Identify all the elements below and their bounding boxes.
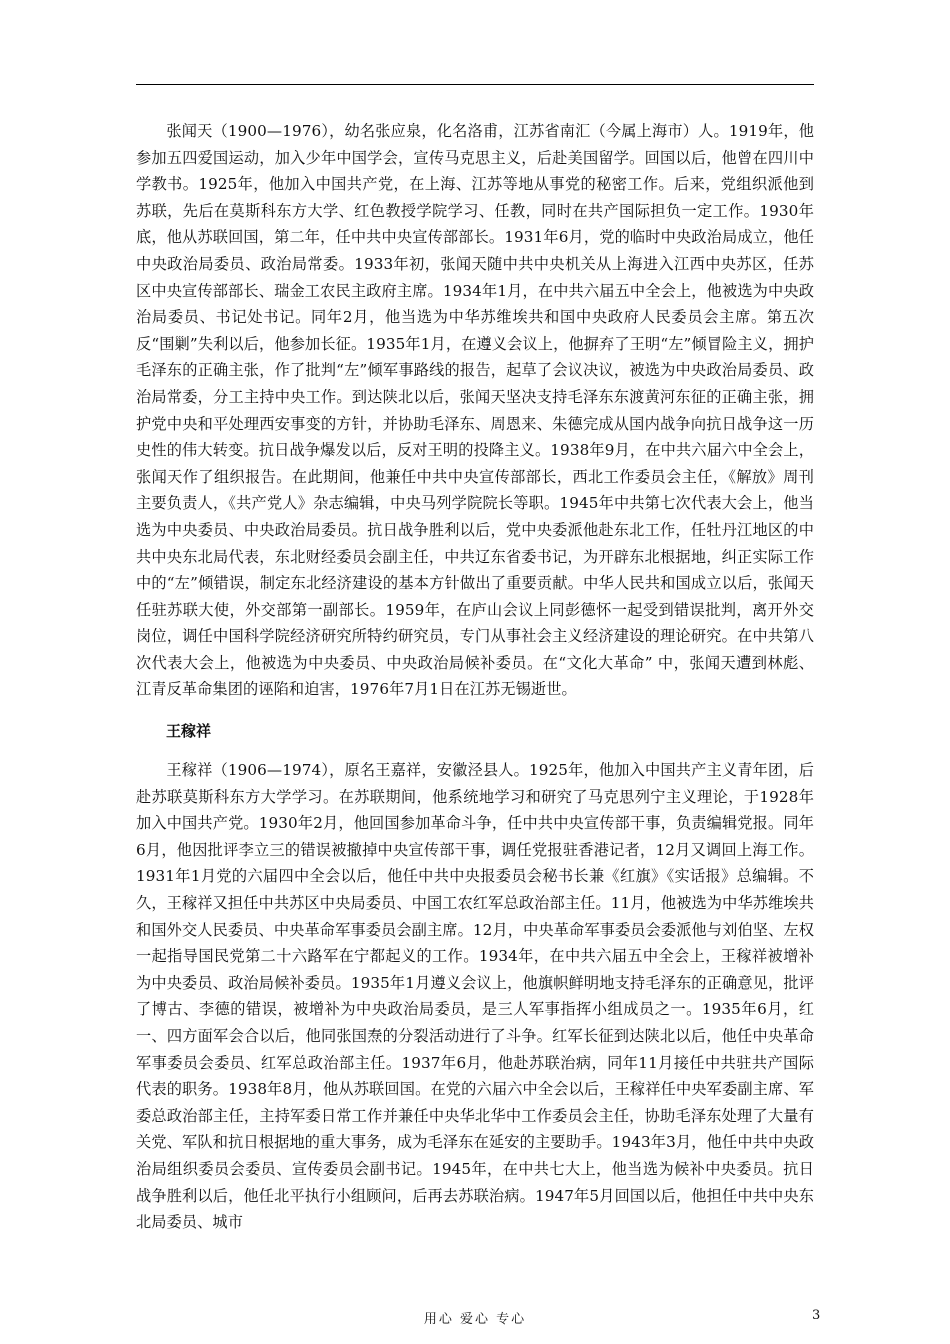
page-number: 3 <box>812 1308 821 1323</box>
section-heading-wang-jiaxiang: 王稼祥 <box>166 722 212 741</box>
footer-motto: 用心 爱心 专心 <box>423 1312 527 1327</box>
article-body <box>136 118 814 1236</box>
biography-paragraph-wang-jiaxiang: 王稼祥（1906—1974），原名王嘉祥，安徽泾县人。1925年，他加入中国共产主义青年团，后赴苏联莫斯科东方大学学习。在苏联期间，他系统地学习和研究了马克思列宁主义理论，于1928年加入中国共产党。1930年2月，他回国参加革命斗争，任中共中央宣传部干事，负责编辑党报。同年6月，他因批评李立三的错误被撤掉中央宣传部干事，调任党报驻香港记者，12月又调回上海工作。1931年1月党的六届四中全会以后，他任中共中央报委员会秘书长兼《红旗》《实话报》总编辑。不久，王稼祥又担任中共苏区中央局委员、中国工农红军总政治部主任。11月，他被选为中华苏维埃共和国外交人民委员、中央革命军事委员会副主席。12月，中央革命军事委员会委派他与刘伯坚、左权一起指导国民党第二十六路军在宁都起义的工作。1934年，在中共六届五中全会上，王稼祥被增补为中央委员、政治局候补委员。1935年1月遵义会议上，他旗帜鲜明地支持毛泽东的正确意见，批评了博古、李德的错误，被增补为中央政治局委员，是三人军事指挥小组成员之一。1935年6月，红一、四方面军会合以后，他同张国焘的分裂活动进行了斗争。红军长征到达陕北以后，他任中央革命军事委员会委员、红军总政治部主任。1937年6月，他赴苏联治病，同年11月接任中共驻共产国际代表的职务。1938年8月，他从苏联回国。在党的六届六中全会以后，王稼祥任中央军委副主席、军委总政治部主任，主持军委日常工作并兼任中央华北华中工作委员会主任，协助毛泽东处理了大量有关党、军队和抗日根据地的重大事务，成为毛泽东在延安的主要助手。1943年3月，他任中共中央政治局组织委员会委员、宣传委员会副书记。1945年，在中共七大上，他当选为候补中央委员。抗日战争胜利以后，他任北平执行小组顾问，后再去苏联治病。1947年5月回国以后，他担任中共中央东北局委员、城市 <box>136 761 814 1232</box>
header-rule <box>136 84 814 85</box>
biography-paragraph-zhang-wentian: 张闻天（1900—1976），幼名张应泉，化名洛甫，江苏省南汇（今属上海市）人。1919年，他参加五四爱国运动，加入少年中国学会，宣传马克思主义，后赴美国留学。回国以后，他曾在四川中学教书。1925年，他加入中国共产党，在上海、江苏等地从事党的秘密工作。后来，党组织派他到苏联，先后在莫斯科东方大学、红色教授学院学习、任教，同时在共产国际担负一定工作。1930年底，他从苏联回国，第二年，任中共中央宣传部部长。1931年6月，党的临时中央政治局成立，他任中央政治局委员、政治局常委。1933年初，张闻天随中共中央机关从上海进入江西中央苏区，任苏区中央宣传部部长、瑞金工农民主政府主席。1934年1月，在中共六届五中全会上，他被选为中央政治局委员、书记处书记。同年2月，他当选为中华苏维埃共和国中央政府人民委员会主席。第五次反“围剿”失利以后，他参加长征。1935年1月，在遵义会议上，他摒弃了王明“左”倾冒险主义，拥护毛泽东的正确主张，作了批判“左”倾军事路线的报告，起草了会议决议，被选为中央政治局委员、政治局常委，分工主持中央工作。到达陕北以后，张闻天坚决支持毛泽东东渡黄河东征的正确主张，拥护党中央和平处理西安事变的方针，并协助毛泽东、周恩来、朱德完成从国内战争向抗日战争这一历史性的伟大转变。抗日战争爆发以后，反对王明的投降主义。1938年9月，在中共六届六中全会上，张闻天作了组织报告。在此期间，他兼任中共中央宣传部部长，西北工作委员会主任，《解放》周刊主要负责人，《共产党人》杂志编辑，中央马列学院院长等职。1945年中共第七次代表大会上，他当选为中央委员、中央政治局委员。抗日战争胜利以后，党中央委派他赴东北工作，任牡丹江地区的中共中央东北局代表，东北财经委员会副主任，中共辽东省委书记，为开辟东北根据地，纠正实际工作中的“左”倾错误，制定东北经济建设的基本方针做出了重要贡献。中华人民共和国成立以后，张闻天任驻苏联大使，外交部第一副部长。1959年，在庐山会议上同彭德怀一起受到错误批判，离开外交岗位，调任中国科学院经济研究所特约研究员，专门从事社会主义经济建设的理论研究。在中共第八次代表大会上，他被选为中央委员、中央政治局候补委员。在“文化大革命” 中，张闻天遭到林彪、江青反革命集团的诬陷和迫害，1976年7月1日在江苏无锡逝世。 <box>136 122 814 699</box>
